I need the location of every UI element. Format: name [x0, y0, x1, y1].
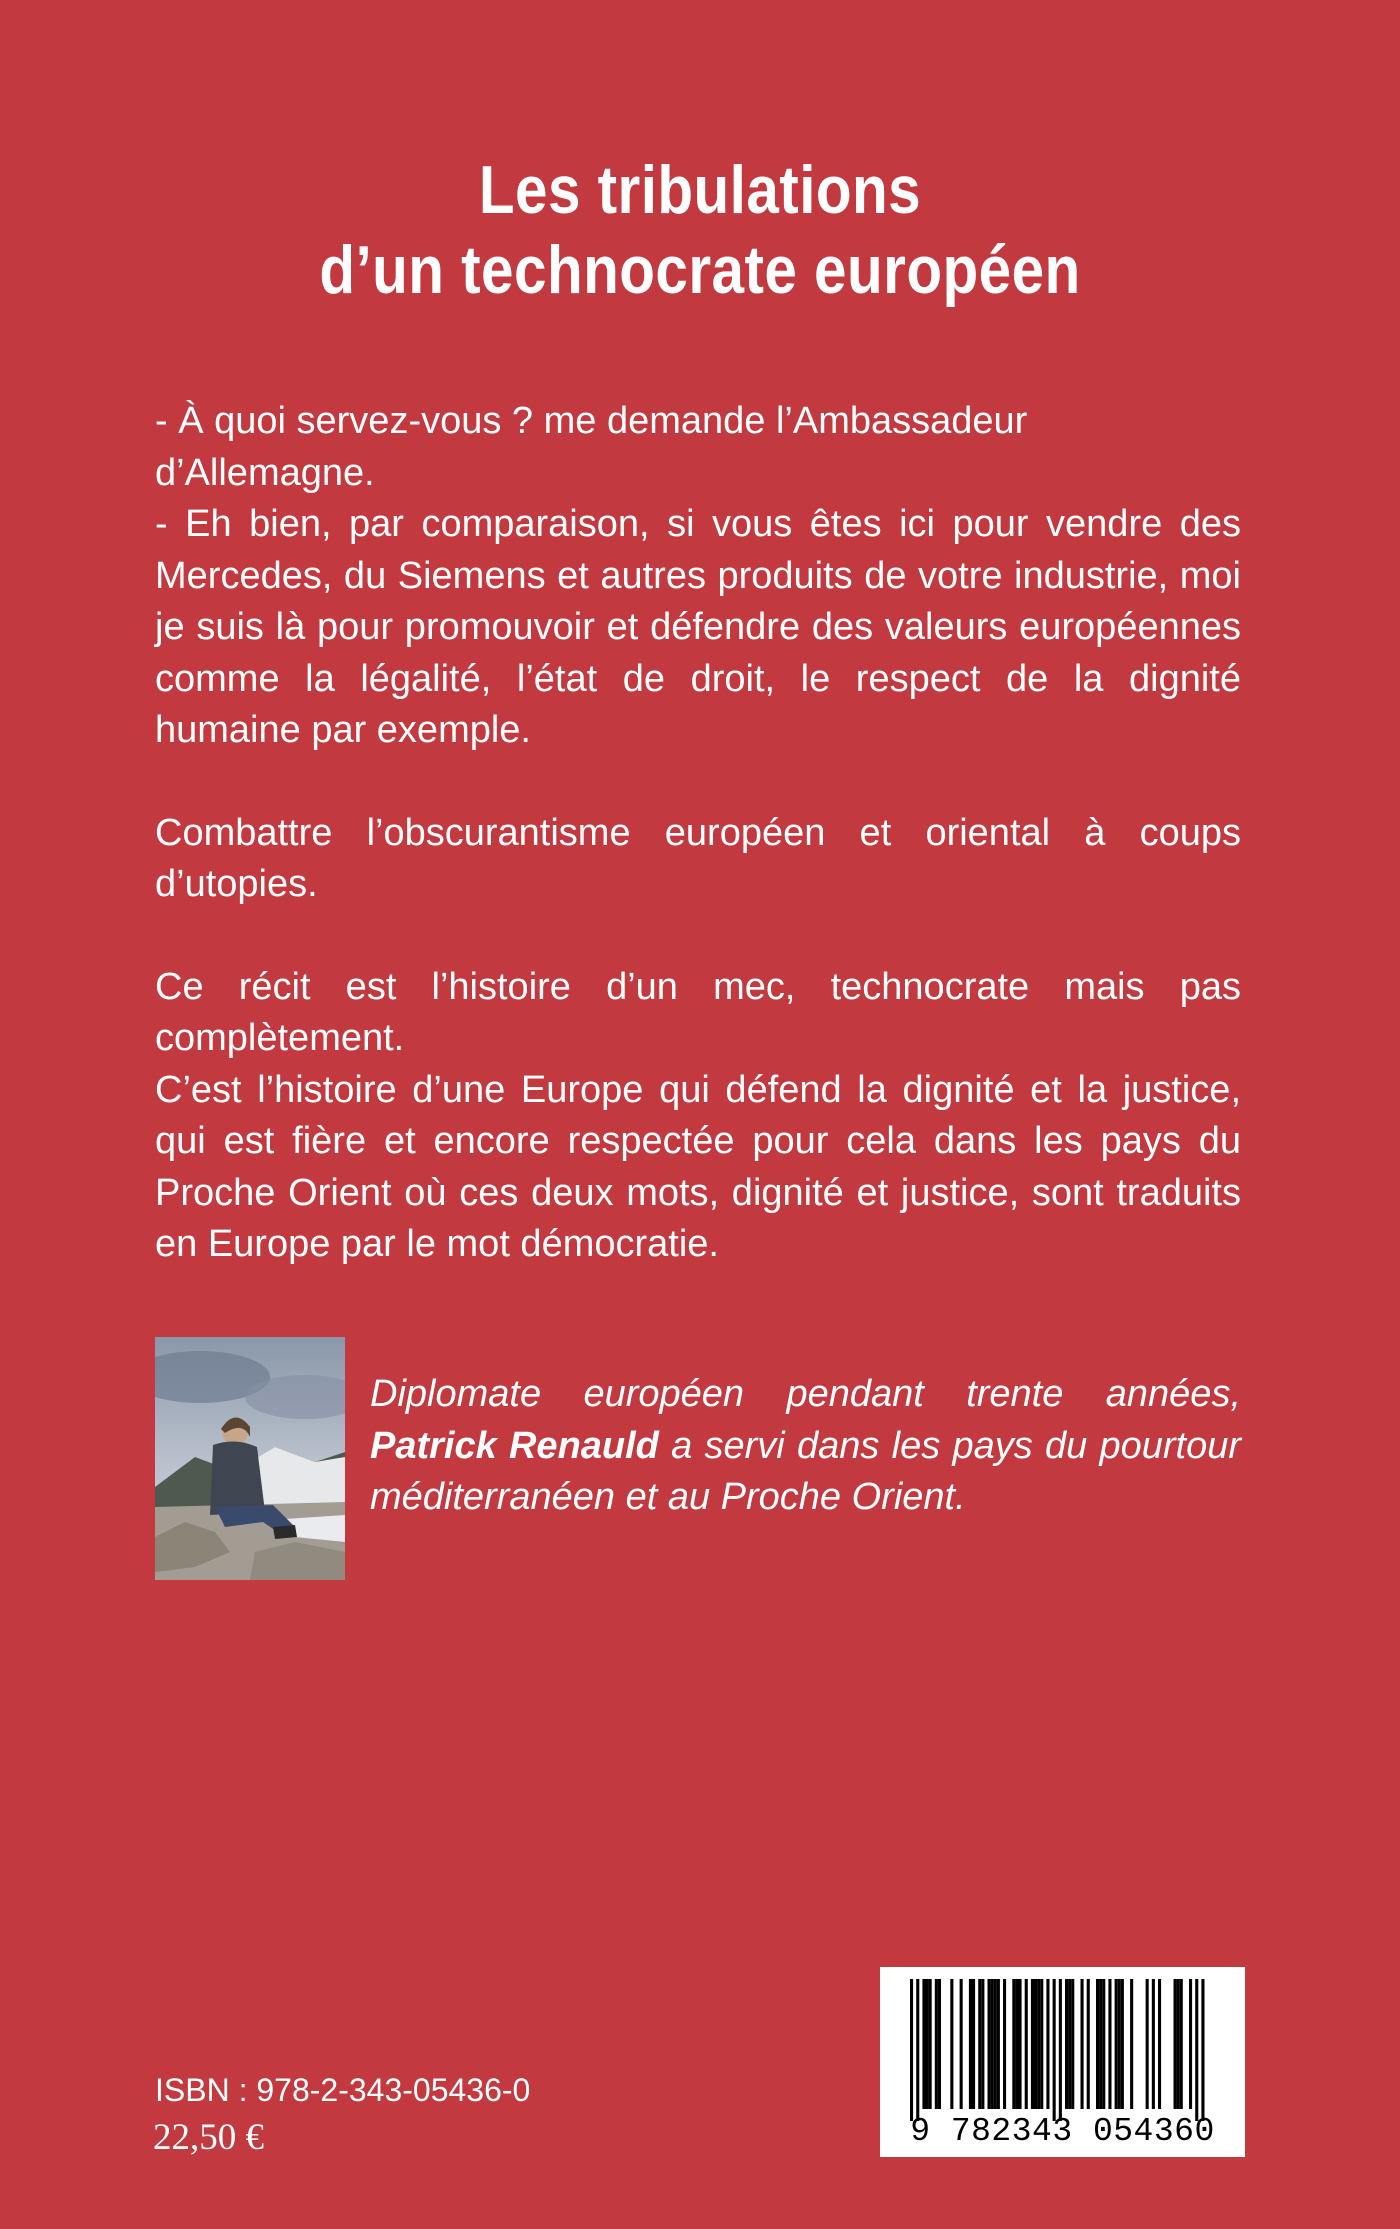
barcode-bar — [1053, 1979, 1056, 2121]
barcode-bar — [1034, 1979, 1037, 2109]
blurb-paragraph-4: C’est l’histoire d’une Europe qui défend la dignité et la justice, qui est fière et encore respectée pour cela dans les pays du Proche Orient où ces deux mots, dignité et justice, sont traduits en Europe par le mot démocratie. — [155, 1068, 1241, 1265]
title-line-1: Les tribulations — [478, 152, 922, 228]
barcode-bar — [1087, 1979, 1090, 2109]
barcode-bar — [922, 1979, 925, 2109]
barcode-bar — [950, 1979, 953, 2109]
barcode-bar — [1040, 1979, 1043, 2109]
barcode-bar — [978, 1979, 981, 2109]
blurb-line-question: - À quoi servez-vous ? me demande l’Ambassadeur d’Allemagne. — [155, 400, 1028, 494]
barcode-digits: 9 782343 054360 — [910, 2113, 1215, 2150]
title-line-2: d’un technocrate européen — [319, 232, 1081, 308]
barcode-bar — [1174, 1979, 1177, 2109]
barcode-bar — [1180, 1979, 1183, 2109]
barcode-bar — [960, 1979, 963, 2109]
barcode-bar — [1121, 1979, 1124, 2109]
back-cover-blurb — [155, 396, 1241, 1271]
blurb-paragraph-answer: - Eh bien, par comparaison, si vous êtes ici pour vendre des Mercedes, du Siemens et autres produits de votre industrie, moi je suis là pour promouvoir et défendre des valeurs européennes comme la légalité, l’état de droit, le respect de la dignité humaine par exemple. — [155, 503, 1241, 751]
barcode-bar — [991, 1979, 994, 2109]
isbn: ISBN : 978-2-343-05436-0 — [155, 2072, 531, 2108]
barcode-bar — [994, 1979, 997, 2109]
barcode-bar — [1012, 1979, 1015, 2109]
blurb-paragraph-3: Ce récit est l’histoire d’un mec, technocrate mais pas complètement. — [155, 965, 1241, 1059]
barcode-bar — [1201, 1979, 1204, 2121]
barcode-bar — [1096, 1979, 1099, 2109]
barcode-bar — [1071, 1979, 1074, 2109]
barcode-bar — [1189, 1979, 1192, 2109]
barcode-bar — [926, 1979, 929, 2109]
barcode-bar — [1108, 1979, 1111, 2109]
barcode-bar — [1158, 1979, 1161, 2109]
barcode-bar — [916, 1979, 919, 2121]
barcode-bar — [1068, 1979, 1071, 2109]
barcode-bar — [981, 1979, 984, 2109]
barcode-bar — [929, 1979, 932, 2109]
barcode-bar — [1037, 1979, 1040, 2109]
barcode-bar — [972, 1979, 975, 2109]
barcode-bar — [1152, 1979, 1155, 2109]
barcode-bar — [988, 1979, 991, 2109]
barcode-bar — [969, 1979, 972, 2109]
barcode-bar — [1118, 1979, 1121, 2109]
barcode-bar — [1003, 1979, 1006, 2109]
barcode-bar — [1099, 1979, 1102, 2109]
bio-text-before: Diplomate européen pendant trente années, — [370, 1373, 1241, 1415]
barcode-bar — [1130, 1979, 1133, 2109]
price: 22,50 € — [153, 2117, 264, 2158]
blurb-paragraph-2: Combattre l’obscurantisme européen et oriental à coups d’utopies. — [155, 811, 1241, 905]
barcode-bar — [1177, 1979, 1180, 2109]
barcode-bar — [1059, 1979, 1062, 2121]
barcode-bar — [997, 1979, 1000, 2109]
barcode-bar — [910, 1979, 913, 2121]
barcode-bar — [1025, 1979, 1028, 2109]
barcode-bar — [938, 1979, 941, 2109]
bio-text-after: a servi dans les pays du pourtour méditerranéen et au Proche Orient. — [370, 1424, 1241, 1518]
barcode-bar — [1015, 1979, 1018, 2109]
author-bio — [370, 1369, 1241, 1524]
book-title — [98, 150, 1302, 310]
barcode-bar — [1031, 1979, 1034, 2109]
barcode — [880, 1967, 1245, 2157]
barcode-bar — [1102, 1979, 1105, 2109]
barcode-bar — [1115, 1979, 1118, 2109]
barcode-bar — [1046, 1979, 1049, 2109]
barcode-bar — [1081, 1979, 1084, 2109]
barcode-bar — [1146, 1979, 1149, 2109]
barcode-bar — [935, 1979, 938, 2109]
author-photo — [155, 1337, 345, 1580]
barcode-bar — [1019, 1979, 1022, 2109]
barcode-bar — [1195, 1979, 1198, 2121]
author-name: Patrick Renauld — [370, 1424, 659, 1467]
author-section — [155, 1337, 1241, 1582]
barcode-bar — [1065, 1979, 1068, 2109]
